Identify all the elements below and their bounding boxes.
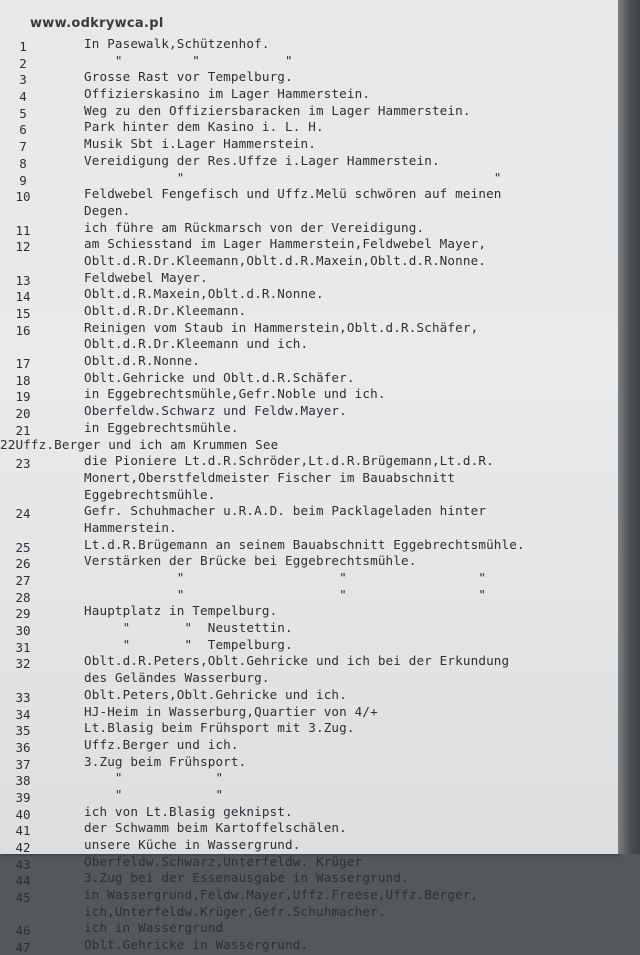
line-text: Oblt.Gehricke und Oblt.d.R.Schäfer. bbox=[84, 369, 355, 385]
caption-line bbox=[0, 437, 618, 454]
line-text: Verstärken der Brücke bei Eggebrechtsmühle. bbox=[84, 553, 417, 569]
line-text: in Eggebrechtsmühle,Gefr.Noble und ich. bbox=[84, 386, 386, 402]
line-text: ich,Unterfeldw.Krüger,Gefr.Schuhmacher. bbox=[84, 903, 386, 919]
line-number: 15 bbox=[15, 306, 31, 321]
line-text: Oberfeldw.Schwarz und Feldw.Mayer. bbox=[84, 403, 347, 419]
caption-line bbox=[0, 320, 618, 337]
caption-line bbox=[0, 153, 618, 170]
line-text: Weg zu den Offiziersbaracken im Lager Hammerstein. bbox=[84, 102, 471, 118]
line-text: Oblt.Peters,Oblt.Gehricke und ich. bbox=[84, 686, 347, 702]
line-text: Lt.d.R.Brügemann an seinem Bauabschnitt Eggebrechtsmühle. bbox=[84, 536, 525, 552]
line-text: " " bbox=[84, 169, 502, 185]
caption-line bbox=[0, 303, 618, 320]
caption-line bbox=[0, 820, 618, 837]
line-number: 30 bbox=[15, 623, 31, 639]
line-number: 36 bbox=[15, 739, 31, 755]
line-number: 43 bbox=[15, 856, 31, 872]
caption-line bbox=[0, 920, 618, 937]
caption-line bbox=[0, 119, 618, 136]
caption-line bbox=[0, 720, 618, 737]
line-text: Hammerstein. bbox=[84, 519, 177, 535]
line-text: Oblt.d.R.Nonne. bbox=[84, 353, 200, 369]
line-text: in Eggebrechtsmühle. bbox=[84, 419, 239, 435]
line-text: Oblt.d.R.Dr.Kleemann,Oblt.d.R.Maxein,Oblt.d.R.Nonne. bbox=[84, 252, 487, 268]
line-number: 16 bbox=[15, 322, 31, 338]
line-text: Musik Sbt i.Lager Hammerstein. bbox=[84, 136, 316, 152]
line-number: 33 bbox=[15, 689, 31, 705]
caption-line bbox=[0, 370, 618, 387]
caption-line bbox=[0, 353, 618, 370]
line-text: Feldwebel Mayer. bbox=[84, 269, 208, 285]
line-text: des Geländes Wasserburg. bbox=[84, 670, 270, 686]
line-text: ich führe am Rückmarsch von der Vereidigung. bbox=[84, 219, 425, 235]
caption-line bbox=[0, 704, 618, 721]
line-text: Oberfeldw.Schwarz,Unterfeldw. Krüger bbox=[84, 853, 363, 869]
line-number: 39 bbox=[15, 789, 31, 805]
line-text: Feldwebel Fengefisch und Uffz.Melü schwören auf meinen bbox=[84, 186, 502, 202]
line-text: ich von Lt.Blasig geknipst. bbox=[84, 803, 293, 819]
line-number: 23 bbox=[15, 456, 31, 472]
caption-line bbox=[0, 754, 618, 771]
caption-line bbox=[0, 770, 618, 787]
line-number: 38 bbox=[15, 773, 31, 789]
caption-line bbox=[0, 253, 618, 270]
line-number: 4 bbox=[19, 89, 27, 105]
line-text: " " " bbox=[84, 570, 487, 585]
line-number: 17 bbox=[15, 356, 31, 372]
caption-line bbox=[0, 553, 618, 570]
line-number: 44 bbox=[15, 873, 31, 889]
line-number: 3 bbox=[19, 72, 27, 88]
line-text: Park hinter dem Kasino i. L. H. bbox=[84, 119, 324, 135]
caption-line bbox=[0, 653, 618, 670]
line-number: 37 bbox=[15, 756, 31, 772]
caption-line bbox=[0, 870, 618, 887]
line-text: Oblt.d.R.Peters,Oblt.Gehricke und ich bei der Erkundung bbox=[84, 653, 510, 669]
line-number: 10 bbox=[15, 189, 31, 205]
line-number: 8 bbox=[19, 155, 27, 171]
caption-line bbox=[0, 53, 618, 70]
line-text: Hauptplatz in Tempelburg. bbox=[84, 603, 278, 619]
caption-line bbox=[0, 787, 618, 804]
line-text: Degen. bbox=[84, 202, 131, 218]
caption-line bbox=[0, 620, 618, 637]
caption-line bbox=[0, 86, 618, 103]
caption-line bbox=[0, 136, 618, 153]
line-text: in Wassergrund,Feldw.Mayer,Uffz.Freese,Uffz.Berger, bbox=[84, 887, 479, 903]
caption-line bbox=[0, 487, 618, 504]
photo-caption-list bbox=[0, 36, 618, 954]
line-number: 12 bbox=[15, 239, 31, 255]
line-number: 27 bbox=[15, 573, 31, 588]
line-number: 19 bbox=[15, 389, 31, 405]
caption-line bbox=[0, 570, 618, 587]
line-number: 1 bbox=[19, 39, 27, 54]
line-number: 31 bbox=[15, 639, 31, 655]
line-text: am Schiesstand im Lager Hammerstein,Feldwebel Mayer, bbox=[84, 236, 487, 252]
caption-line bbox=[0, 270, 618, 287]
line-text: Eggebrechtsmühle. bbox=[84, 486, 216, 502]
caption-line bbox=[0, 236, 618, 253]
line-number: 32 bbox=[15, 656, 31, 672]
line-number: 35 bbox=[15, 723, 31, 739]
caption-line bbox=[0, 904, 618, 921]
line-number: 5 bbox=[19, 105, 27, 121]
line-text: " " " bbox=[84, 52, 293, 68]
line-text: Gefr. Schuhmacher u.R.A.D. beim Packlageladen hinter bbox=[84, 503, 487, 519]
caption-line bbox=[0, 103, 618, 120]
line-number: 40 bbox=[15, 806, 31, 822]
line-text: 22Uffz.Berger und ich am Krummen See bbox=[0, 436, 279, 452]
caption-line bbox=[0, 887, 618, 904]
binding-edge bbox=[618, 0, 640, 854]
caption-line bbox=[0, 336, 618, 353]
line-number: 14 bbox=[15, 289, 31, 305]
caption-line bbox=[0, 170, 618, 187]
line-number: 18 bbox=[15, 372, 31, 388]
line-text: Oblt.d.R.Dr.Kleemann. bbox=[84, 303, 247, 318]
line-text: " " bbox=[84, 786, 224, 802]
line-text: unsere Küche in Wassergrund. bbox=[84, 837, 301, 852]
caption-line bbox=[0, 386, 618, 403]
caption-line bbox=[0, 737, 618, 754]
line-number: 41 bbox=[15, 823, 31, 839]
line-number: 45 bbox=[15, 890, 31, 906]
line-text: Offizierskasino im Lager Hammerstein. bbox=[84, 86, 371, 102]
caption-line bbox=[0, 203, 618, 220]
line-text: Grosse Rast vor Tempelburg. bbox=[84, 69, 293, 85]
line-number: 11 bbox=[15, 222, 31, 238]
caption-line bbox=[0, 937, 618, 954]
line-text: " " bbox=[84, 770, 224, 786]
caption-line bbox=[0, 837, 618, 854]
caption-line bbox=[0, 453, 618, 470]
line-number: 28 bbox=[15, 589, 31, 605]
line-text: " " " bbox=[84, 586, 487, 602]
caption-line bbox=[0, 854, 618, 871]
caption-line bbox=[0, 587, 618, 604]
caption-line bbox=[0, 670, 618, 687]
line-number: 2 bbox=[19, 55, 27, 71]
line-text: Reinigen vom Staub in Hammerstein,Oblt.d.R.Schäfer, bbox=[84, 319, 479, 335]
caption-line bbox=[0, 286, 618, 303]
watermark: www.odkrywca.pl bbox=[30, 16, 164, 31]
line-text: 3.Zug beim Frühsport. bbox=[84, 753, 247, 769]
line-text: " " Neustettin. bbox=[84, 620, 293, 636]
caption-line bbox=[0, 520, 618, 537]
line-text: " " Tempelburg. bbox=[84, 636, 293, 652]
line-text: HJ-Heim in Wasserburg,Quartier von 4/+ bbox=[84, 703, 378, 719]
caption-line bbox=[0, 420, 618, 437]
caption-line bbox=[0, 36, 618, 53]
caption-line bbox=[0, 637, 618, 654]
line-number: 25 bbox=[15, 539, 31, 555]
caption-line bbox=[0, 186, 618, 203]
line-text: der Schwamm beim Kartoffelschälen. bbox=[84, 820, 347, 836]
caption-line bbox=[0, 69, 618, 86]
caption-line bbox=[0, 804, 618, 821]
caption-line bbox=[0, 220, 618, 237]
caption-line bbox=[0, 687, 618, 704]
line-number: 24 bbox=[15, 506, 31, 522]
line-number: 21 bbox=[15, 422, 31, 438]
line-number: 47 bbox=[15, 940, 31, 955]
line-number: 46 bbox=[15, 923, 31, 939]
line-text: Lt.Blasig beim Frühsport mit 3.Zug. bbox=[84, 720, 355, 736]
caption-line bbox=[0, 537, 618, 554]
line-text: In Pasewalk,Schützenhof. bbox=[84, 36, 270, 51]
line-text: Uffz.Berger und ich. bbox=[84, 736, 239, 752]
caption-line bbox=[0, 403, 618, 420]
line-number: 26 bbox=[15, 556, 31, 572]
line-number: 6 bbox=[19, 122, 27, 138]
caption-line bbox=[0, 470, 618, 487]
line-number: 42 bbox=[15, 840, 31, 855]
line-text: Vereidigung der Res.Uffze i.Lager Hammerstein. bbox=[84, 152, 440, 168]
line-text: die Pioniere Lt.d.R.Schröder,Lt.d.R.Brügemann,Lt.d.R. bbox=[84, 453, 494, 469]
caption-line bbox=[0, 603, 618, 620]
line-number: 34 bbox=[15, 706, 31, 722]
line-number: 7 bbox=[19, 139, 27, 155]
line-text: Oblt.d.R.Maxein,Oblt.d.R.Nonne. bbox=[84, 286, 324, 302]
line-number: 20 bbox=[15, 406, 31, 422]
line-text: Monert,Oberstfeldmeister Fischer im Bauabschnitt bbox=[84, 469, 456, 485]
line-text: Oblt.d.R.Dr.Kleemann und ich. bbox=[84, 336, 309, 352]
line-number: 29 bbox=[15, 606, 31, 622]
line-text: ich in Wassergrund bbox=[84, 920, 224, 936]
line-text: 3.Zug bei der Essenausgabe in Wassergrund. bbox=[84, 870, 409, 886]
caption-line bbox=[0, 503, 618, 520]
line-number: 9 bbox=[19, 172, 27, 188]
line-text: Oblt.Gehricke in Wassergrund. bbox=[84, 937, 309, 953]
line-number: 13 bbox=[15, 272, 31, 288]
